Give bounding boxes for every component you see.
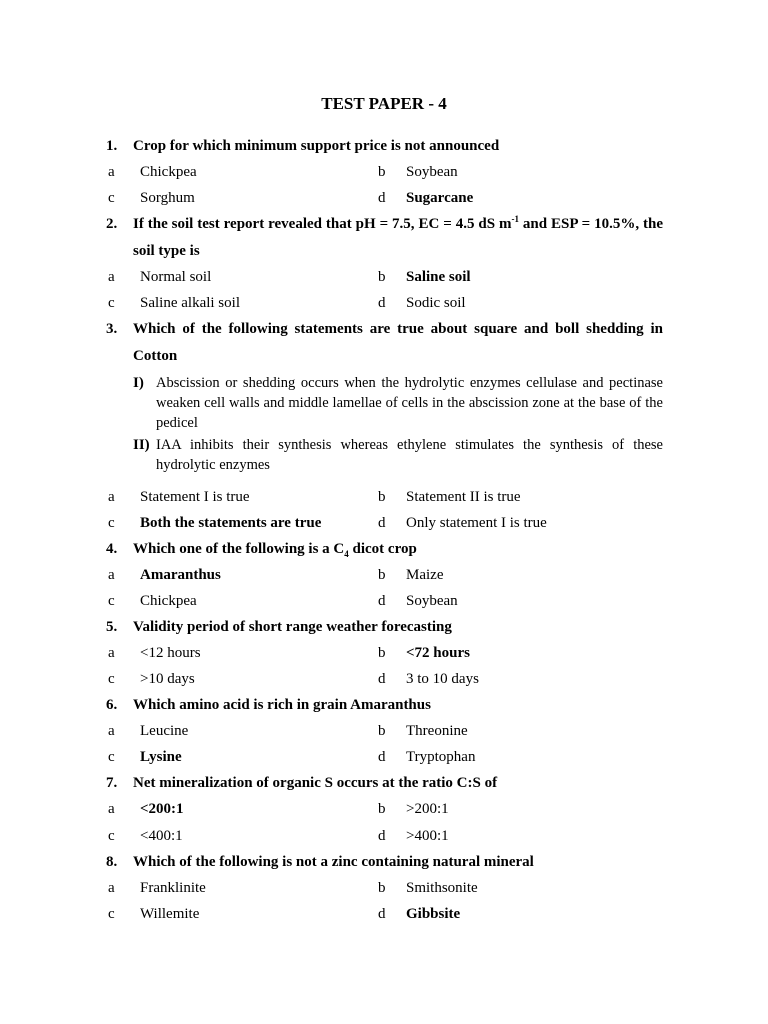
q6-option-a: Leucine [140, 723, 189, 739]
question-8-number: 8. [106, 854, 118, 870]
q3-option-b-label: b [378, 489, 386, 505]
q5-option-a-label: a [108, 645, 115, 661]
q2-option-c-label: c [108, 295, 115, 311]
q5-option-a: <12 hours [140, 645, 201, 661]
question-2-number: 2. [106, 216, 118, 232]
question-2-text-part2: and ESP = 10.5%, the [518, 216, 663, 232]
q3-option-a: Statement I is true [140, 489, 250, 505]
q4-option-a-correct: Amaranthus [140, 567, 221, 583]
q5-option-d: 3 to 10 days [406, 671, 479, 687]
q2-option-a-label: a [108, 269, 115, 285]
question-3-number: 3. [106, 321, 118, 337]
q4-option-b-label: b [378, 567, 386, 583]
q5-option-c: >10 days [140, 671, 195, 687]
q7-option-d: >400:1 [406, 828, 449, 844]
question-3-text-line2: Cotton [133, 348, 178, 364]
q1-option-c-label: c [108, 190, 115, 206]
q1-option-b-label: b [378, 164, 386, 180]
q2-option-d-label: d [378, 295, 386, 311]
q6-option-a-label: a [108, 723, 115, 739]
statement-2-label: II) [133, 437, 150, 453]
page-title: TEST PAPER - 4 [321, 94, 447, 113]
q7-option-a-correct: <200:1 [140, 801, 184, 817]
question-3-text: Which of the following statements are true about square and boll shedding in [133, 321, 663, 337]
q7-option-d-label: d [378, 828, 386, 844]
question-1-text: Crop for which minimum support price is not announced [133, 138, 500, 154]
q3-option-d: Only statement I is true [406, 515, 547, 531]
question-4-text-part1: Which one of the following is a C [133, 541, 345, 557]
question-6-number: 6. [106, 697, 118, 713]
question-2-text-part1: If the soil test report revealed that pH = 7.5, EC = 4.5 dS m [133, 216, 512, 232]
q2-option-b-correct: Saline soil [406, 269, 471, 285]
q3-option-d-label: d [378, 515, 386, 531]
statement-2-text: IAA inhibits their synthesis whereas ethylene stimulates the synthesis of these hydrolytic enzymes [156, 437, 663, 473]
q8-option-b-label: b [378, 880, 386, 896]
q1-option-b: Soybean [406, 164, 458, 180]
q7-option-c: <400:1 [140, 828, 183, 844]
q7-option-b: >200:1 [406, 801, 449, 817]
question-5-number: 5. [106, 619, 118, 635]
q6-option-b: Threonine [406, 723, 468, 739]
question-4-number: 4. [106, 541, 118, 557]
question-7-number: 7. [106, 775, 118, 791]
q1-option-a-label: a [108, 164, 115, 180]
question-1-number: 1. [106, 138, 118, 154]
q8-option-a-label: a [108, 880, 115, 896]
q8-option-a: Franklinite [140, 880, 206, 896]
statement-1-text: Abscission or shedding occurs when the hydrolytic enzymes cellulase and pectinase weaken cell walls and middle lamellae of cells in the abscission zone at the base of the pedicel [156, 375, 663, 431]
q4-option-c-label: c [108, 593, 115, 609]
q7-option-c-label: c [108, 828, 115, 844]
q2-option-b-label: b [378, 269, 386, 285]
q2-option-d: Sodic soil [406, 295, 466, 311]
question-8-text: Which of the following is not a zinc containing natural mineral [133, 854, 534, 870]
q8-option-b: Smithsonite [406, 880, 478, 896]
q4-option-d-label: d [378, 593, 386, 609]
statement-1-label: I) [133, 375, 144, 391]
q4-option-d: Soybean [406, 593, 458, 609]
question-2-text-line2: soil type is [133, 243, 200, 259]
q8-option-c: Willemite [140, 906, 200, 922]
question-5-text: Validity period of short range weather forecasting [133, 619, 452, 635]
question-4-text [133, 539, 663, 559]
q7-option-b-label: b [378, 801, 386, 817]
q6-option-c-label: c [108, 749, 115, 765]
q6-option-c-correct: Lysine [140, 749, 182, 765]
q7-option-a-label: a [108, 801, 115, 817]
q1-option-d-correct: Sugarcane [406, 190, 474, 206]
question-2-superscript: -1 [511, 214, 519, 224]
q4-option-a-label: a [108, 567, 115, 583]
q8-option-c-label: c [108, 906, 115, 922]
q4-option-c: Chickpea [140, 593, 197, 609]
q6-option-d: Tryptophan [406, 749, 476, 765]
question-4-subscript: 4 [344, 549, 349, 559]
q2-option-a: Normal soil [140, 269, 212, 285]
q5-option-b-correct: <72 hours [406, 645, 470, 661]
q5-option-b-label: b [378, 645, 386, 661]
q4-option-b: Maize [406, 567, 444, 583]
q2-option-c: Saline alkali soil [140, 295, 240, 311]
question-2-text [133, 214, 663, 234]
q8-option-d-correct: Gibbsite [406, 906, 461, 922]
q6-option-d-label: d [378, 749, 386, 765]
q3-option-c-label: c [108, 515, 115, 531]
question-4-text-part2: dicot crop [348, 541, 417, 557]
q1-option-a: Chickpea [140, 164, 197, 180]
q3-option-c-correct: Both the statements are true [140, 515, 322, 531]
q5-option-d-label: d [378, 671, 386, 687]
q6-option-b-label: b [378, 723, 386, 739]
q3-option-a-label: a [108, 489, 115, 505]
question-7-text: Net mineralization of organic S occurs at the ratio C:S of [133, 775, 498, 791]
q1-option-d-label: d [378, 190, 386, 206]
q5-option-c-label: c [108, 671, 115, 687]
question-6-text: Which amino acid is rich in grain Amaranthus [133, 697, 431, 713]
q8-option-d-label: d [378, 906, 386, 922]
q1-option-c: Sorghum [140, 190, 195, 206]
q3-option-b: Statement II is true [406, 489, 521, 505]
